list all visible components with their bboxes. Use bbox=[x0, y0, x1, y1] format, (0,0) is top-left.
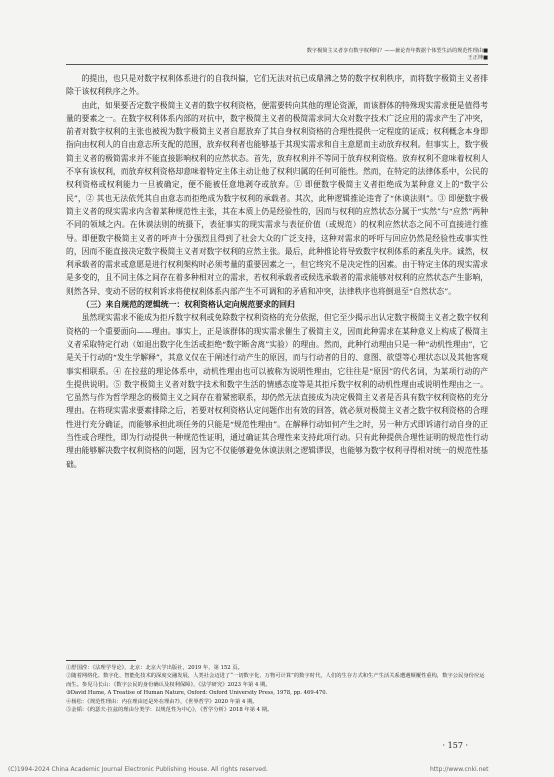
footnote-rule bbox=[66, 660, 136, 661]
footnote: ③David Hume, A Treatise of Human Nature, Oxford: Oxford University Press, 1978, pp. 469-470. bbox=[66, 690, 328, 697]
copyright-notice: (C)1994-2024 China Academic Journal Electronic Publishing House. All rights reserved. bbox=[8, 766, 268, 773]
copyright-line bbox=[8, 766, 489, 773]
body-paragraph: 虽然现实需求不能成为拒斥数字权利或免除数字权利资格的充分依据，但它至少揭示出认定数字极简主义者之数字权利资格的一个重要面向——理由。事实上，正是该群体的现实需求催生了极简主义，因而此种需求在某种意义上构成了极简主义者采取特定行动（如退出数字化生活或拒绝“数字断舍离”实验）的理由。然而，此种行动理由只是一种“动机性理由”，它是关于行动的“发生学解释”，其意义仅在于阐述行动产生的原因，而与行动者的目的、意图、欲望等心理状态以及其他客观事实相联系。④ 在拉兹的理论体系中，动机性理由也可以被称为说明性理由，它往往是“原因”的代名词，为某项行动的产生提供说明。⑤ 数字极简主义者对数字技术和数字生活的情感态度等是其拒斥数字权利的动机性理由或说明性理由之一。它虽然与作为哲学理念的极简主义之间存在着紧密联系，却仍然无法直接成为决定极简主义者是否具有数字权利资格的充分理由。在将现实需求要素排除之后，若要对权利资格认定问题作出有效的回答，就必须对极简主义者之数字权利资格的合理性进行充分确证，而能够承担此项任务的只能是“规范性理由”。在解释行动如何产生之时，另一种方式即诉诸行动自身的正当性或合理性，即为行动提供一种规范性证明，通过确证其合理性来支持此项行动。只有此种提供合理性证明的规范性行动理由能够解决数字权利资格的问题，因为它不仅能够避免休谟法则之逻辑谬误，也能够为数字权利寻得相对统一的规范性基础。 bbox=[66, 313, 488, 469]
footnote: ⑤金韬：《约瑟夫·拉兹的理由分类学：以规范性为中心》，《哲学分析》2018 年第 4 期。 bbox=[66, 707, 273, 714]
body-paragraph: 的提出，也只是对数字权利体系进行的自我纠偏，它们无法对抗已成鼎沸之势的数字权利秩序，而将数字极简主义者排除于该权利秩序之外。 bbox=[66, 74, 488, 97]
footnotes bbox=[66, 664, 488, 714]
running-header-title: 数字极简主义者享有数字权利吗？——兼论青年数据个体型生活的规范性理由■ bbox=[306, 48, 488, 54]
body-paragraph: 由此，如果要否定数字极简主义者的数字权利资格，便需要转向其他的理论资源，而该群体的特殊现实需求便是值得考量的要素之一。在数字权利体系内部的对抗中，数字极简主义者的极简需求同大众对数字技术广泛应用的需求产生了冲突，前者对数字权利的主张也被视为数字极简主义者自愿放弃了其自身权利资格的合理性提供一定程度的证成；权利概念本身即指向由权利人的自由意志所支配的范围，放弃权利者也能够基于其现实需求和自主意愿而主动放弃权利。但事实上，数字极简主义者的极简需求并不能直接影响权利的应然状态。首先，放弃权利并不等同于放弃权利资格。放弃权利不意味着权利人不享有该权利，而放弃权利资格却意味着特定主体主动让他了权利归属的任何可能性。然而，在特定的法律体系中，公民的权利资格或权利能力一旦被确定，便不能被任意地剥夺或放弃。① 即便数字极简主义者拒绝成为某种意义上的“数字公民”，② 其也无法依凭其自由意志而拒绝成为数字权利的承载者。其次，此种逻辑推论违背了“休谟法则”。③ 即便数字极简主义者的现实需求内含着某种规范性主张，其在本质上仍是经验性的，因而与权利的应然状态分属于“实然”与“应然”两种不同的领域之内。在休谟法则的统摄下，表征事实的现实需求与表征价值（或规范）的权利应然状态之间不可直接进行推导。即便数字极简主义者的呼声十分强烈且得到了社会大众的广泛支持，这种对需求的呼吁与回应仍然是经验性或事实性的，因而不能直接决定数字极简主义者对数字权利的应然主张。最后，此种推论将导致数字权利体系的紊乱失序。诚然，权利承载者的需求或意愿是进行权利架构时必须考量的重要因素之一，但它终究不是决定性的因素。由于特定主体的现实需求是多变的，且不同主体之间存在着多种相对立的需求，若权利承载者或候选承载者的需求能够对权利的应然状态产生影响，则然各异、变动不居的权利诉求将使权利体系内部产生不可调和的矛盾和冲突，法律秩序也将倒退至“自然状态”。 bbox=[66, 100, 488, 296]
cnki-link[interactable]: http://www.cnki.net bbox=[430, 766, 489, 773]
footnote: ④杨松：《规范性理由：内在理由还是外在理由?》，《世界哲学》2020 年第 4 期。 bbox=[66, 698, 258, 705]
header-rule bbox=[66, 64, 488, 65]
footnote: ②随着网络化、数字化、智能化技术的深度交融发展，人类社会迈进了“一切数字化、万物可计算”的数字时代，人们的生存方式和生产生活关系遭遇颠覆性重构，数字公民身份应运而生。参见马长山：《数字公民的身份确认及权利保障》，《法学研究》2023 年第 4 期。 bbox=[66, 673, 485, 688]
footnote: ①舒国滢：《法理学导论》，北京：北京大学出版社，2019 年，第 152 页。 bbox=[66, 665, 243, 671]
running-header bbox=[307, 48, 488, 62]
running-header-author: 王正坤■ bbox=[467, 55, 488, 61]
page-number: · 157 · bbox=[442, 741, 468, 750]
section-heading: （三）来自规范的逻辑统一：权利资格认定向规范要求的回归 bbox=[81, 300, 295, 310]
article-body bbox=[66, 72, 488, 471]
